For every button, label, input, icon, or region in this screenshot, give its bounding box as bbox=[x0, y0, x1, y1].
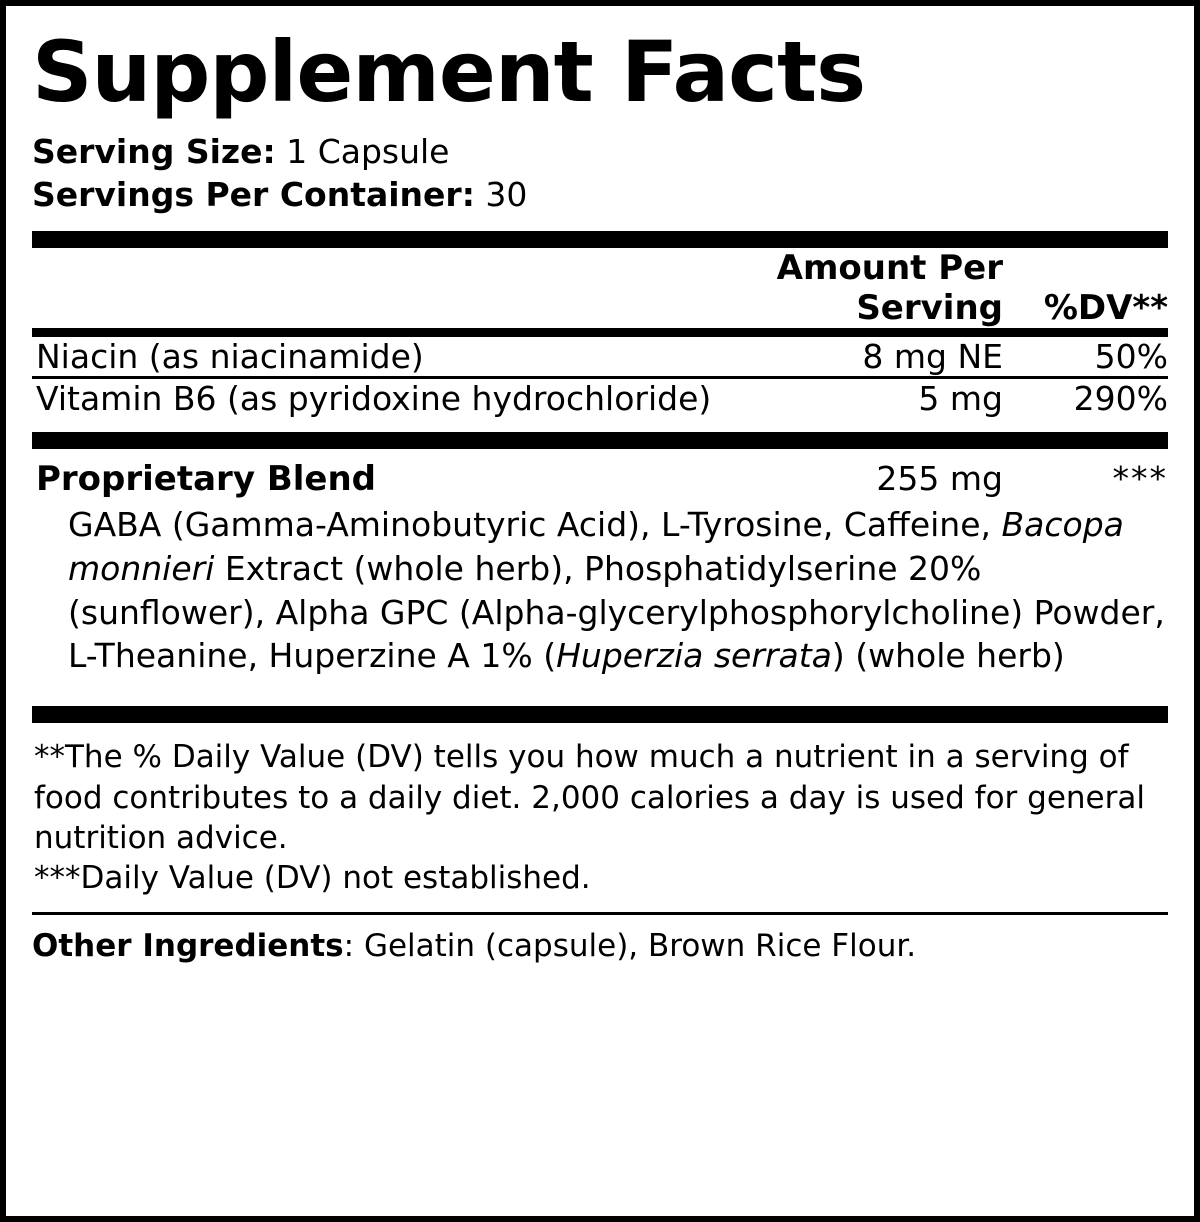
divider-thick-top bbox=[32, 231, 1168, 248]
nutrient-rows-2 bbox=[32, 379, 1168, 418]
blend-ingredient-botanical-bacopa: Bacopa monnieri bbox=[68, 504, 1124, 588]
blend-dv: *** bbox=[1112, 458, 1168, 498]
serving-size-value: 1 Capsule bbox=[275, 131, 450, 171]
table-header-row bbox=[32, 248, 1168, 328]
blend-name: Proprietary Blend bbox=[36, 458, 376, 499]
header-blank bbox=[32, 248, 773, 328]
divider-thick-before-blend bbox=[32, 432, 1168, 449]
other-ingredients-label: Other Ingredients bbox=[32, 928, 344, 965]
nutrient-amount: 5 mg bbox=[918, 378, 1003, 418]
footnote-daily-value: **The % Daily Value (DV) tells you how much a nutrient in a serving of food contributes to a daily diet. 2,000 calories a day is used for general nutrition advice. bbox=[34, 739, 1145, 856]
nutrient-dv: 290% bbox=[1073, 378, 1168, 418]
nutrient-name: Vitamin B6 (as pyridoxine hydrochloride) bbox=[36, 378, 712, 418]
blend-ingredients-part3: ) (whole herb) bbox=[831, 636, 1065, 676]
nutrient-amount: 8 mg NE bbox=[862, 336, 1003, 376]
nutrient-name: Niacin (as niacinamide) bbox=[36, 336, 424, 376]
nutrition-table bbox=[32, 248, 1168, 328]
servings-per-container-label: Servings Per Container: bbox=[32, 175, 475, 215]
blend-ingredients bbox=[32, 499, 1168, 693]
header-percent-dv: %DV** bbox=[1043, 287, 1168, 328]
blend-ingredients-part2: Extract (whole herb), Phosphatidylserine 20% (sunflower), Alpha GPC (Alpha-glycerylphosphorylcholine) Powder, L-Theanine, Huperzine A 1% ( bbox=[68, 548, 1165, 676]
other-ingredients-value: : Gelatin (capsule), Brown Rice Flour. bbox=[343, 928, 917, 965]
footnote-not-established: ***Daily Value (DV) not established. bbox=[34, 860, 591, 897]
blend-ingredients-part1: GABA (Gamma-Aminobutyric Acid), L-Tyrosine, Caffeine, bbox=[68, 504, 1002, 544]
servings-per-container-value: 30 bbox=[474, 175, 528, 215]
servings-per-container-line bbox=[32, 173, 1168, 217]
nutrient-dv: 50% bbox=[1094, 336, 1168, 376]
serving-size-line bbox=[32, 130, 1168, 174]
table-row bbox=[32, 337, 1168, 376]
divider-thick-before-footnotes bbox=[32, 706, 1168, 723]
divider-under-header bbox=[32, 328, 1168, 337]
nutrient-rows bbox=[32, 337, 1168, 376]
blend-ingredient-botanical-huperzia: Huperzia serrata bbox=[556, 636, 832, 676]
footnotes bbox=[32, 723, 1168, 898]
page-title: Supplement Facts bbox=[32, 23, 866, 121]
header-amount-per-serving: Amount Per Serving bbox=[776, 247, 1003, 328]
other-ingredients bbox=[32, 915, 1168, 966]
serving-size-label: Serving Size: bbox=[32, 131, 276, 171]
proprietary-blend-row bbox=[32, 449, 1168, 499]
table-row bbox=[32, 379, 1168, 418]
blend-amount: 255 mg bbox=[876, 458, 1003, 498]
